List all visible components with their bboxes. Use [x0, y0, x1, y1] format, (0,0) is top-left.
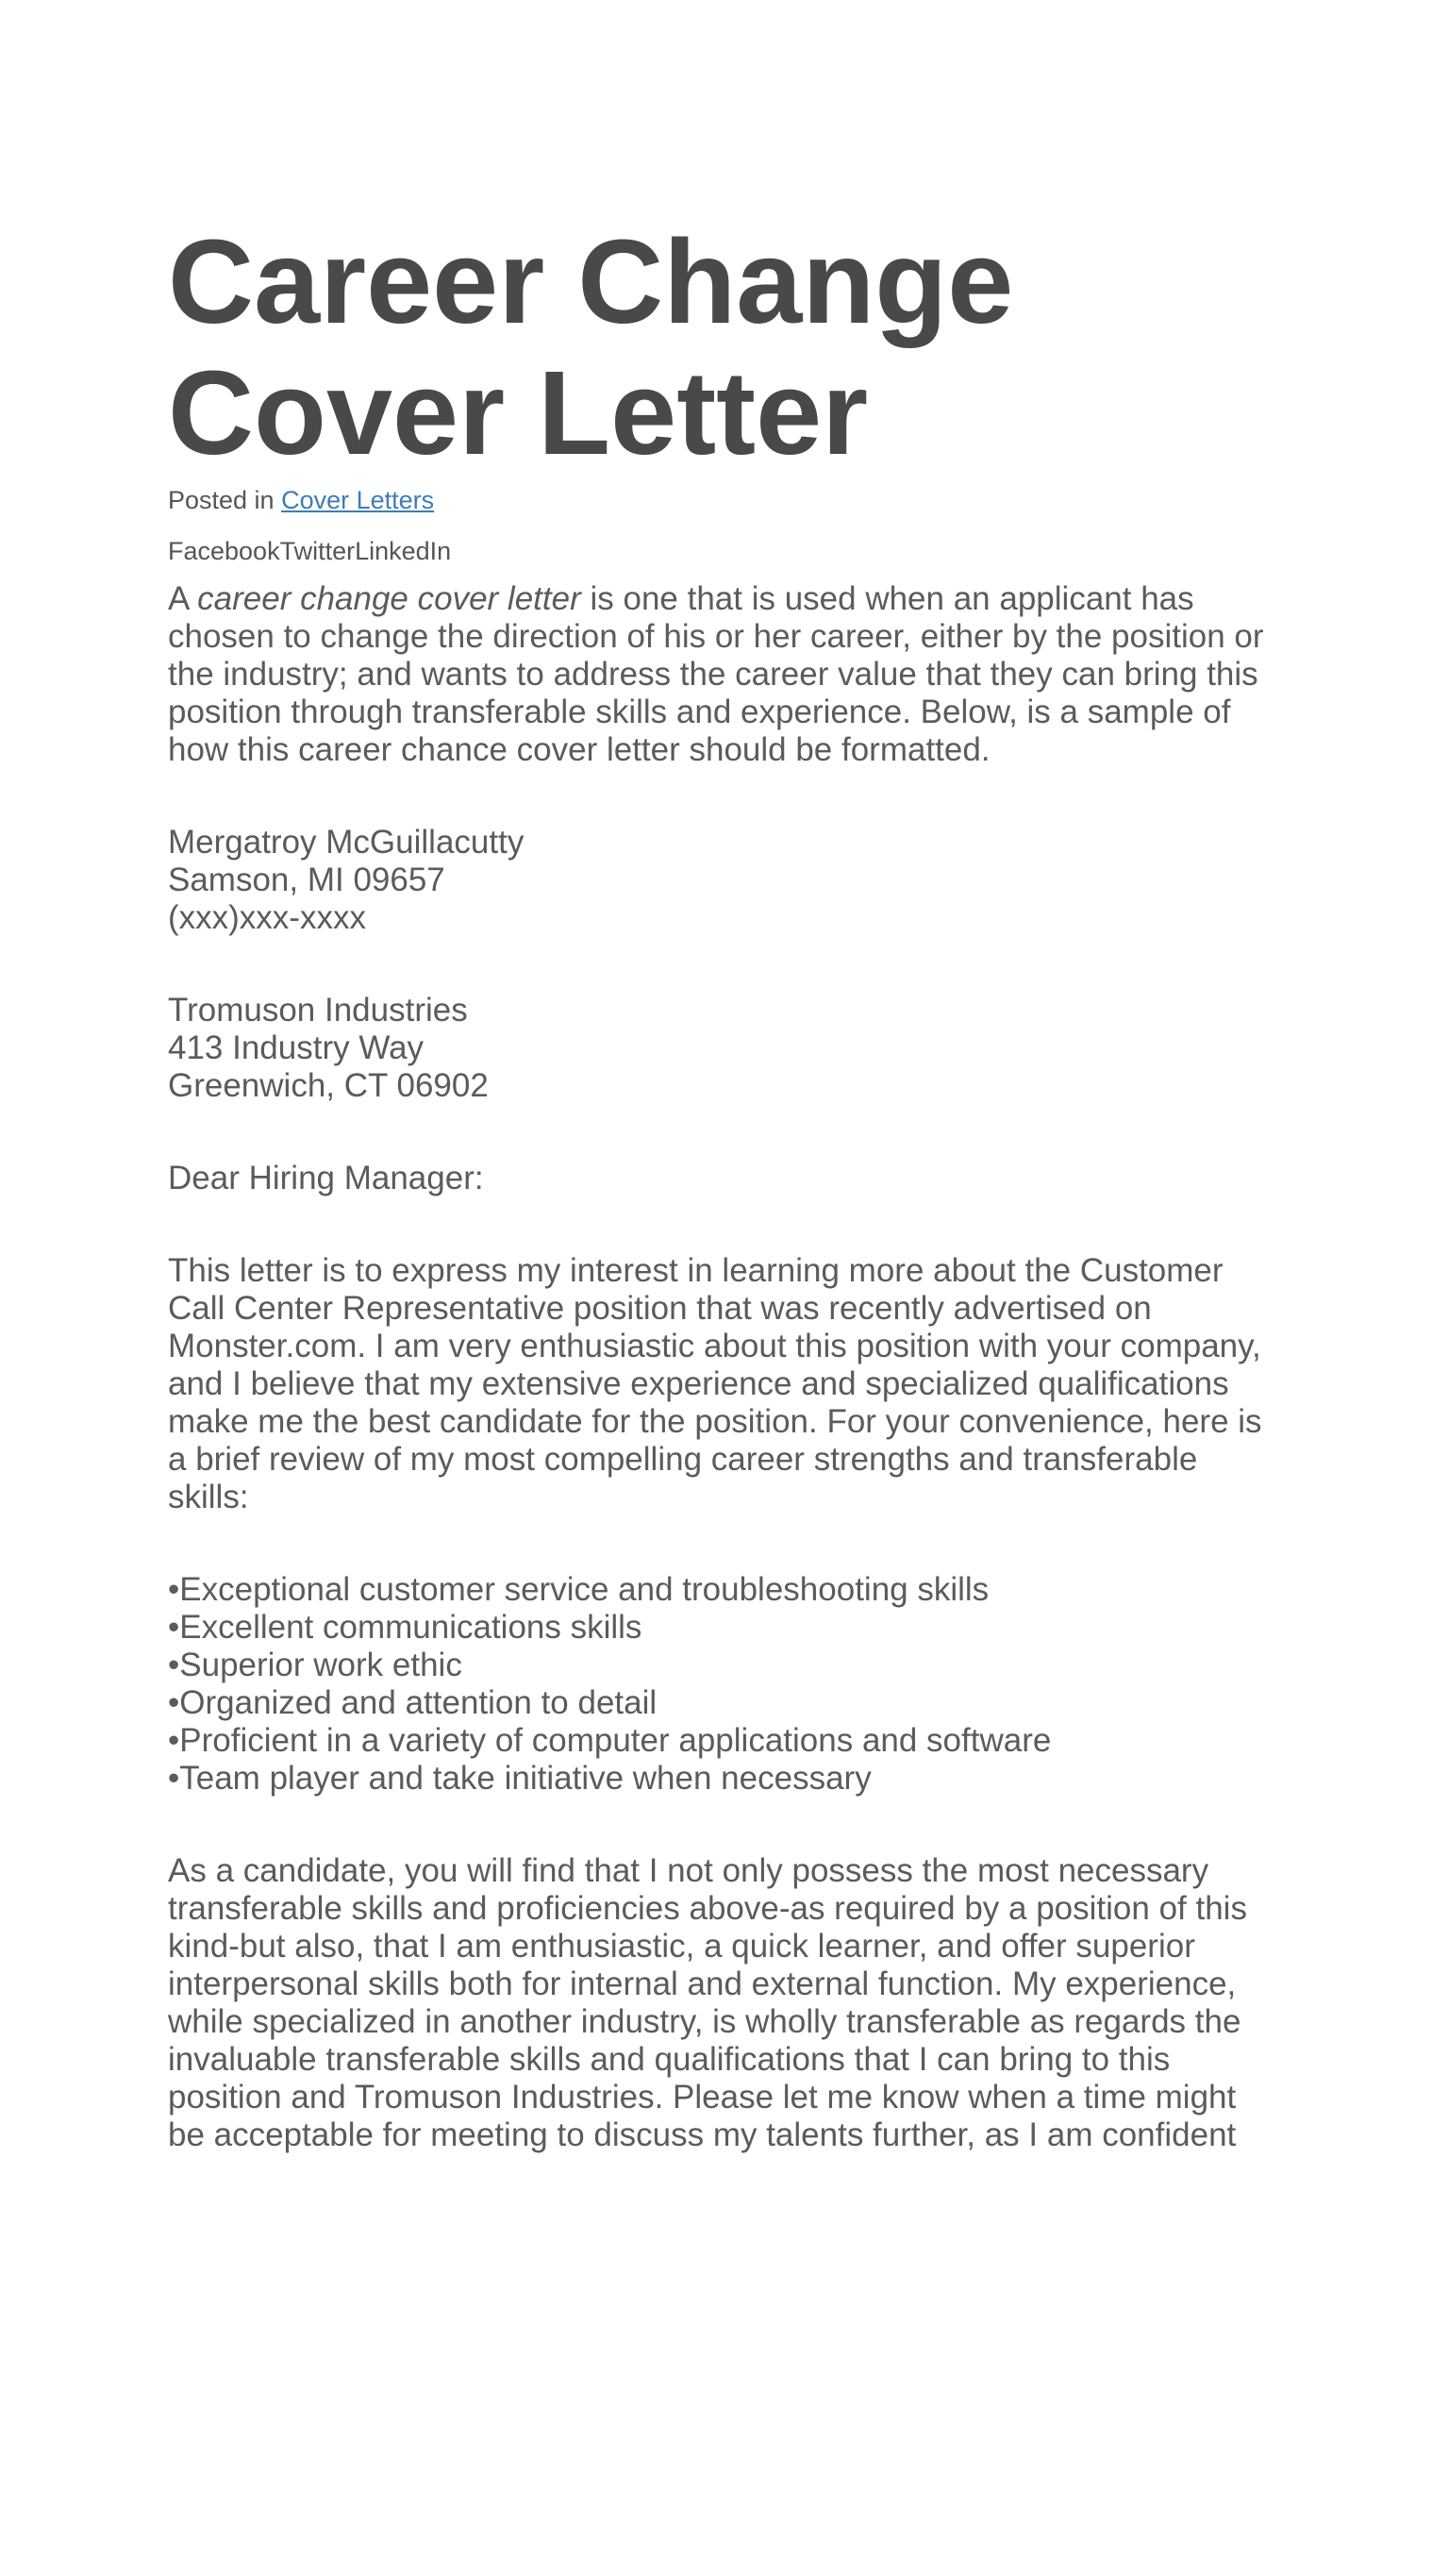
page-title: Career Change Cover Letter [168, 215, 1014, 479]
bullet-item: •Team player and take initiative when necessary [168, 1760, 872, 1798]
sender-name: Mergatroy McGuillacutty [168, 824, 525, 861]
posted-in-line [168, 485, 1281, 516]
intro-prefix: A [168, 580, 198, 618]
recipient-company: Tromuson Industries [168, 992, 468, 1029]
letter-paragraph-2: As a candidate, you will find that I not only possess the most necessary transferable skills and proficiencies above-as required by a position of this kind-but also, that I am enthusiastic, a quick learner, and offer superior interpersonal skills both for internal and external function. My experience, while specialized in another industry, is wholly transferable as regards the invaluable transferable skills and qualifications that I can bring to this position and Tromuson Industries. Please let me know when a time might be acceptable for meeting to discuss my talents further, as I am confident [168, 1852, 1247, 2154]
article [0, 217, 1281, 2154]
cover-letters-link[interactable]: Cover Letters [281, 486, 435, 515]
bullet-item: •Superior work ethic [168, 1647, 462, 1684]
bullet-item: •Proficient in a variety of computer applications and software [168, 1722, 1052, 1760]
salutation: Dear Hiring Manager: [168, 1160, 484, 1197]
sender-phone: (xxx)xxx-xxxx [168, 899, 366, 937]
twitter-share-link[interactable]: Twitter [279, 537, 356, 566]
bullet-item: •Excellent communications skills [168, 1609, 642, 1647]
recipient-address-block [168, 992, 1281, 1105]
bullet-item: •Exceptional customer service and troubleshooting skills [168, 1571, 990, 1609]
facebook-share-link[interactable]: Facebook [168, 537, 280, 566]
recipient-street: 413 Industry Way [168, 1029, 425, 1067]
recipient-city: Greenwich, CT 06902 [168, 1067, 489, 1105]
posted-in-label: Posted in [168, 486, 282, 515]
intro-paragraph [168, 580, 1281, 769]
intro-italic-term: career change cover letter [197, 580, 581, 618]
intro-rest: is one that is used when an applicant has chosen to change the direction of his or her career, either by the position or the industry; and wants to address the career value that they can bring this position through transferable skills and experience. Below, is a sample of how this career chance cover letter should be formatted. [168, 580, 1264, 769]
share-bar [168, 536, 1281, 567]
sender-address-block [168, 824, 1281, 937]
linkedin-share-link[interactable]: LinkedIn [355, 537, 452, 566]
skills-bullet-list [168, 1571, 1281, 1798]
bullet-item: •Organized and attention to detail [168, 1684, 658, 1722]
letter-paragraph-1: This letter is to express my interest in learning more about the Customer Call Center Representative position that was recently advertised on Monster.com. I am very enthusiastic about this position with your company, and I believe that my extensive experience and specialized qualifications make me the best candidate for the position. For your convenience, here is a brief review of my most compelling career strengths and transferable skills: [168, 1252, 1262, 1516]
sender-city: Samson, MI 09657 [168, 861, 445, 899]
